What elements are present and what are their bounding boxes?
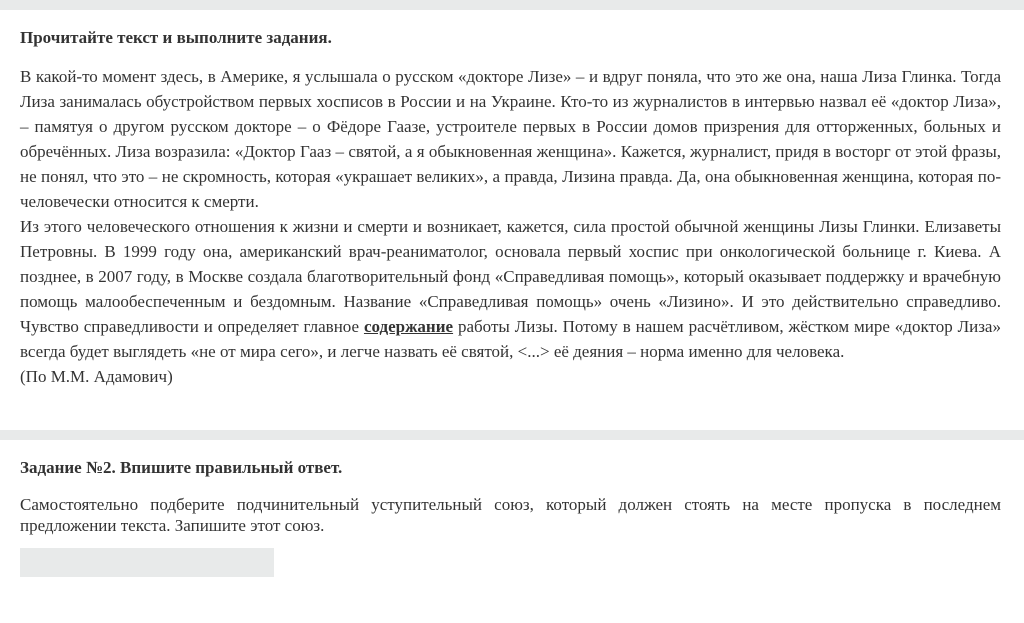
paragraph-2-text-end: работы Лизы. Потому в нашем расчётливом, жёстком мире «доктор Лиза» всегда будет выглядеть «не от мира сего», и легче назвать её святой, <...> её деяния – норма именно для человека. — [20, 317, 1001, 361]
paragraph-2-text-start: Из этого человеческого отношения к жизни и смерти и возникает, кажется, сила простой обычной женщины Лизы Глинки. Елизаветы Петровны. В 1999 году она, американский врач-реаниматолог, основала первый хоспис при онкологической больнице г. Киева. А позднее, в 2007 году, в Москве создала благотворительный фонд «Справедливая помощь», который оказывает поддержку и врачебную помощь малообеспеченным и бездомным. Название «Справедливая помощь» очень «Лизино». И это действительно справедливо. Чувство справедливости и определяет главное — [20, 217, 1001, 336]
task-heading: Задание №2. Впишите правильный ответ. — [20, 458, 343, 477]
reading-paragraph-1: В какой-то момент здесь, в Америке, я услышала о русском «докторе Лизе» – и вдруг поняла, что это же она, наша Лиза Глинка. Тогда Лиза занималась обустройством первых хосписов в России и на Украине. Кто-то из журналистов в интервью назвал её «доктор Лиза», – памятуя о другом русском докторе – о Фёдоре Гаазе, устроителе первых в России домов призрения для отторженных, больных и обречённых. Лиза возразила: «Доктор Гааз – святой, а я обыкновенная женщина». Кажется, журналист, придя в восторг от этой фразы, не понял, что это – не скромность, которая «украшает великих», а правда, Лизина правда. Да, она обыкновенная женщина, которая по-человечески относится к смерти. — [20, 67, 1001, 211]
reading-instruction: Прочитайте текст и выполните задания. — [20, 28, 332, 47]
task-section — [20, 456, 1001, 536]
top-divider — [0, 0, 1024, 10]
reading-paragraph-2 — [20, 214, 1001, 364]
task-description: Самостоятельно подберите подчинительный уступительный союз, который должен стоять на месте пропуска в последнем предложении текста. Запишите этот союз. — [20, 495, 1001, 535]
text-source: (По М.М. Адамович) — [20, 367, 173, 386]
reading-section — [20, 26, 1001, 389]
emphasized-word: содержание — [363, 317, 454, 336]
section-divider — [0, 430, 1024, 440]
answer-input[interactable] — [20, 548, 274, 577]
